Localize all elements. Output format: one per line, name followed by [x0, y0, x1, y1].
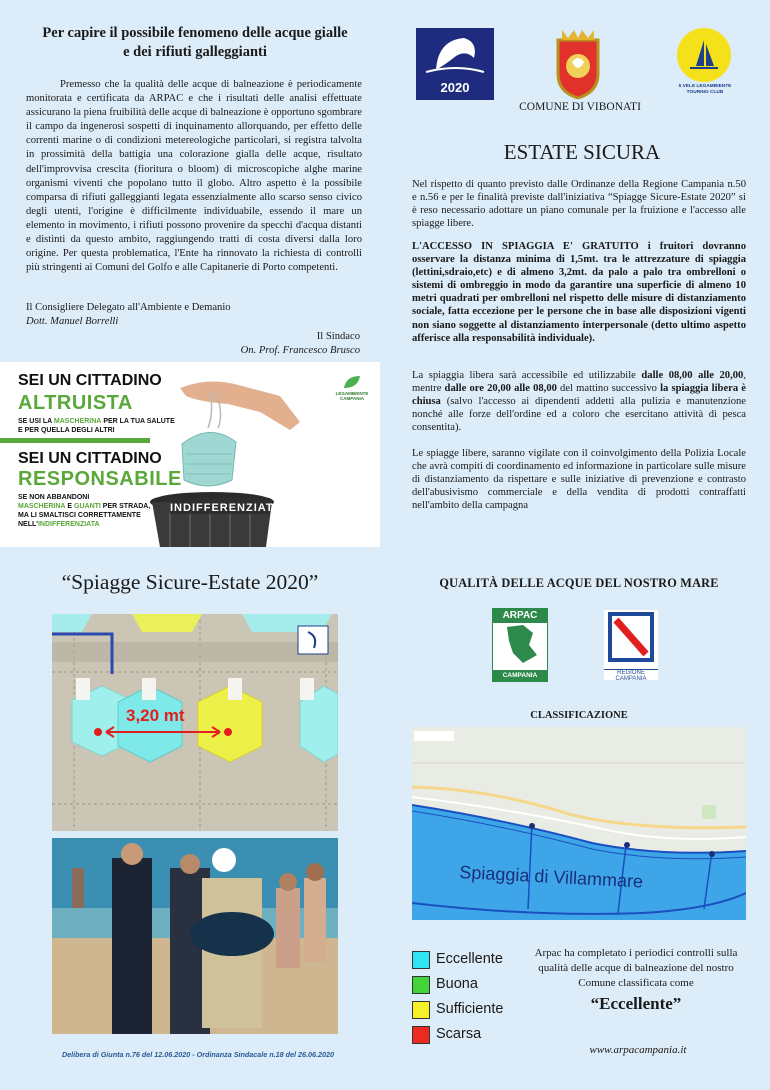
bin-label: INDIFFERENZIATA — [170, 502, 282, 514]
qualita-acque-title: QUALITÀ DELLE ACQUE DEL NOSTRO MARE — [439, 576, 719, 590]
spiagge-sicure-title: “Spiagge Sicure-Estate 2020” — [61, 570, 319, 594]
vele-line2: TOURING CLUB — [686, 90, 724, 95]
comune-name: COMUNE DI VIBONATI — [519, 101, 641, 113]
banner-sub2e: PER STRADA, — [100, 503, 151, 510]
left-body-text: Premesso che la qualità delle acque di balneazione è periodicamente monitorata e certificata da ARPAC e che i risultati delle analisi effettuate assicurano la piena fruibilità delle acque di balneazione è opportuno sgombrare il campo da ingenerosi sospetti di inquinamento allorquando, per effetto delle correnti marine o di condizioni metereologiche particolari, si registra talvolta in prossimità della battigia una colorazione gialla delle acque, risultato dell'improvvisa crescita (fioritura o bloom) di microscopiche alghe marine organismi viventi che popolano tutto il globo. Altro aspetto è la possibile comparsa di rifiuti galleggianti legata essenzialmente allo scarso senso civico degli utenti, l'origine è difficilmente individuabile, essendo il mare un elemento in movimento, i rifiuti possono provenire da specchi d'acqua distanti e distinti da questo ambito, raggiungendo tratti di costa diversi dalla loro origine. Per questa problematica, l'Ente ha rinnovato la richiesta di controlli più stringenti ai Comuni del Golfo e alle Capitanerie di Porto competenti. — [26, 79, 362, 274]
banner-line1: SEI UN CITTADINO — [18, 372, 162, 389]
legend-swatch — [412, 1026, 430, 1044]
beach-police-photo — [52, 838, 338, 1034]
consigliere-role: Il Consigliere Delegato all'Ambiente e Demanio — [26, 302, 231, 313]
sindaco-role: Il Sindaco — [316, 331, 360, 342]
consigliere-signature — [26, 301, 366, 329]
banner-sub2h: INDIFFERENZIATA — [37, 521, 100, 528]
p3-part-f: la spiaggia libera è chiusa — [412, 383, 746, 408]
p3-part-a: La spiaggia libera sarà accessibile ed utilizzabile — [412, 370, 642, 381]
classification-map — [412, 727, 746, 920]
legend-swatch — [412, 976, 430, 994]
legambiente-logo-text2: CAMPANIA — [340, 396, 364, 401]
coast-map — [412, 727, 746, 920]
right-paragraph-3 — [412, 369, 746, 434]
banner-sub1a: SE USI LA — [18, 418, 54, 425]
umbrella-grid — [52, 614, 338, 831]
campania-region-icon — [493, 623, 547, 665]
regione-logo-text: REGIONE CAMPANIA — [604, 669, 658, 682]
banner-sub2f: MA LI SMALTISCI CORRETTAMENTE — [18, 512, 141, 519]
arpac-logo-text: ARPAC — [493, 609, 547, 623]
water-rating: “Eccellente” — [590, 994, 682, 1013]
regione-campania-logo — [604, 610, 658, 680]
banner-sub2c: E — [65, 503, 75, 510]
banner-altruista: ALTRUISTA — [18, 392, 133, 414]
legambiente-logo — [334, 374, 370, 401]
p3-part-e: del mattino successivo — [556, 383, 661, 395]
vele-line1: 5 VELE LEGAMBIENTE — [678, 84, 732, 89]
bin-label-box — [170, 498, 282, 514]
arpac-logo-sub: CAMPANIA — [493, 670, 547, 682]
legend-swatch — [412, 951, 430, 969]
right-paragraph-4: Le spiagge libere, saranno vigilate con il coinvolgimento della Polizia Locale che avrà compiti di coordinamento ed informazione in particolare sulle misure di distanziamento da rispettare e sulle iniziative di prevenzione e contrasto dell'abusivismo commerciale e della vendita di prodotti contraffatti nell'ambito della campagna — [412, 448, 746, 512]
legend-label: Sufficiente — [436, 1001, 504, 1017]
banner-sub1d: E PER QUELLA DEGLI ALTRI — [18, 427, 115, 434]
legend-label: Scarsa — [436, 1026, 482, 1042]
campaign-banner — [0, 362, 380, 547]
arpac-statement: Arpac ha completato i periodici controlli sulla qualità delle acque di balneazione del nostro Comune classificata come — [534, 947, 738, 989]
legend-label: Eccellente — [436, 951, 503, 967]
p3-part-b: dalle 08,00 alle 20,00 — [641, 370, 744, 381]
p3-part-g: (salvo l'accesso ai dipendenti addetti alla pulizia e manutenzione nonché alle forze dell'ordine ed a coloro che esercitano attività di pesca consentita). — [412, 396, 746, 434]
left-title-line1: Per capire il possibile fenomeno delle acque gialle — [42, 25, 348, 41]
p3-part-d: dalle ore 20,00 alle 08,00 — [444, 383, 557, 395]
map-beach-label: Spiaggia di Villammare — [458, 862, 644, 892]
classification-legend — [410, 946, 518, 1050]
bandiera-blu-logo — [416, 28, 494, 100]
flag-icon — [416, 28, 494, 78]
banner-sub2b: MASCHERINA — [18, 503, 66, 510]
regione-shield-icon — [604, 610, 658, 664]
delibera-text: Delibera di Giunta n.76 del 12.06.2020 - Ordinanza Sindacale n.18 del 26.06.2020 — [61, 1050, 335, 1059]
flag-year: 2020 — [440, 80, 470, 95]
cinque-vele-logo — [676, 26, 732, 84]
legend-label: Buona — [436, 976, 478, 992]
distance-label: 3,20 mt — [126, 706, 185, 725]
left-title — [20, 24, 370, 62]
classificazione-title: CLASSIFICAZIONE — [530, 710, 628, 721]
left-title-line2: e dei rifiuti galleggianti — [123, 44, 267, 60]
leaf-icon — [342, 374, 362, 390]
beach-photo-illustration — [52, 838, 338, 1034]
vibonati-coat-of-arms — [550, 28, 606, 100]
banner-sub1c: PER LA TUA SALUTE — [101, 418, 175, 425]
sindaco-name: On. Prof. Francesco Brusco — [240, 345, 360, 356]
banner-sub2d: GUANTI — [74, 503, 101, 510]
consigliere-name: Dott. Manuel Borrelli — [26, 316, 119, 327]
estate-sicura-title: ESTATE SICURA — [503, 140, 661, 164]
legambiente-logo-text1: LEGAMBIENTE — [335, 391, 369, 396]
banner-green-strip — [0, 438, 150, 443]
p3-part-c: , mentre — [412, 370, 746, 395]
umbrella-distance-diagram — [52, 614, 338, 831]
sindaco-signature — [210, 330, 360, 358]
banner-sub1b: MASCHERINA — [53, 418, 102, 425]
banner-sub2g: NELL' — [18, 521, 38, 528]
arpac-website-link[interactable]: www.arpacampania.it — [589, 1044, 687, 1056]
cinque-vele-text — [660, 84, 750, 96]
right-paragraph-1: Nel rispetto di quanto previsto dalle Ordinanze della Regione Campania n.50 e n.56 e per le finalità previste dall'iniziativa “Spiagge Sicure-Estate 2020” si è reso necessario adottare un piano comunale per la fruizione e l'accesso alle spiagge libere. — [412, 179, 746, 230]
banner-sub2a: SE NON ABBANDONI — [18, 494, 90, 501]
legend-swatch — [412, 1001, 430, 1019]
arpac-logo — [492, 608, 548, 682]
banner-responsabile: RESPONSABILE — [18, 468, 182, 490]
right-paragraph-2: L'ACCESSO IN SPIAGGIA E' GRATUITO i fruitori dovranno osservare la distanza minima di 1,5mt. tra le attrezzature di spiaggia (lettini,sdraio,etc) e di almeno 3,2mt. da palo a palo tra ombrelloni o sistemi di ombreggio in modo da garantire una superficie di almeno 10 metri quadrati per ombrelloni nel rispetto delle misure di distanziamento sociale, fatta eccezione per le persone che in base alle disposizioni vigenti non siano soggette al distanziamento interpersonale (detto ultimo aspetto afferisce alla responsabilità individuale). — [412, 241, 746, 344]
banner-line3: SEI UN CITTADINO — [18, 450, 162, 467]
